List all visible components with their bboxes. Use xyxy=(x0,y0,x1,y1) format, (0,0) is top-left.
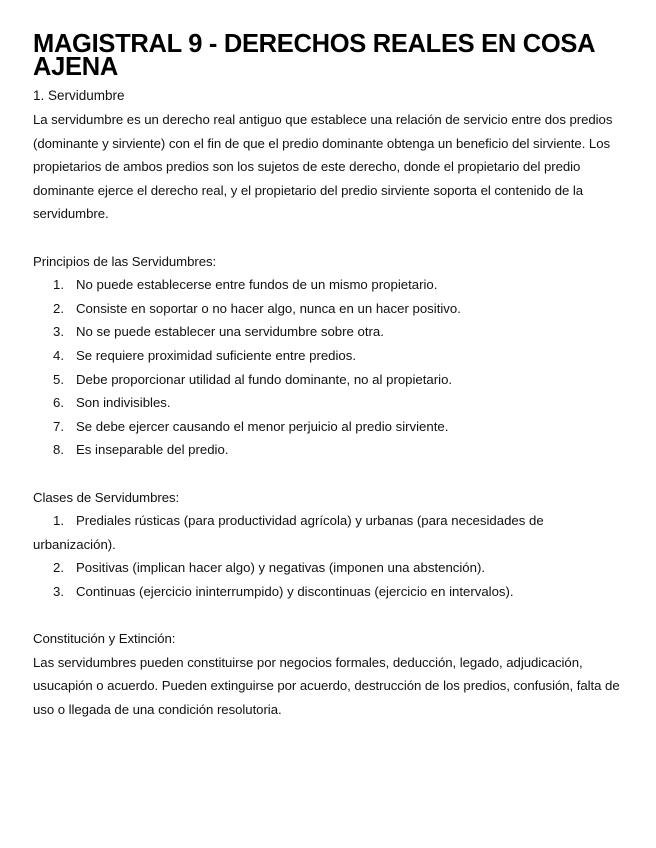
list-item xyxy=(33,297,625,321)
constitution-heading: Constitución y Extinción: xyxy=(33,631,176,647)
list-number: 1. xyxy=(53,513,64,529)
list-item-text: Es inseparable del predio. xyxy=(76,442,229,458)
list-number: 3. xyxy=(53,324,64,340)
list-number: 5. xyxy=(53,371,64,387)
spacer xyxy=(33,462,625,486)
list-item-text: No se puede establecer una servidumbre sobre otra. xyxy=(76,324,384,340)
list-item-text: No puede establecerse entre fundos de un mismo propietario. xyxy=(76,277,438,293)
principles-list xyxy=(33,273,625,462)
list-number: 1. xyxy=(53,277,64,293)
constitution-paragraph: Las servidumbres pueden constituirse por negocios formales, deducción, legado, adjudicación, usucapión o acuerdo. Pueden extinguirse por acuerdo, destrucción de los predios, confusión, falta de uso o llegada de una condición resolutoria. xyxy=(33,654,620,717)
list-number: 4. xyxy=(53,347,64,363)
list-item xyxy=(33,391,625,415)
list-number: 7. xyxy=(53,418,64,434)
list-item-text: Se requiere proximidad suficiente entre predios. xyxy=(76,347,357,363)
list-item xyxy=(33,509,625,556)
list-item-text: Se debe ejercer causando el menor perjuicio al predio sirviente. xyxy=(76,418,449,434)
list-item xyxy=(33,273,625,297)
spacer xyxy=(33,603,625,627)
list-item xyxy=(33,438,625,462)
list-item-text: Positivas (implican hacer algo) y negativas (imponen una abstención). xyxy=(76,560,486,576)
classes-list xyxy=(33,509,625,603)
document-page xyxy=(33,30,625,721)
list-item-text: Son indivisibles. xyxy=(76,395,171,411)
list-number: 2. xyxy=(53,300,64,316)
list-item xyxy=(33,368,625,392)
servidumbre-paragraph: La servidumbre es un derecho real antiguo que establece una relación de servicio entre dos predios (dominante y sirviente) con el fin de que el predio dominante obtenga un beneficio del sirviente. Los propietarios de ambos predios son los sujetos de este derecho, donde el propietario del predio dominante ejerce el derecho real, y el propietario del predio sirviente soporta el contenido de la servidumbre. xyxy=(33,112,613,222)
list-item-text: Consiste en soportar o no hacer algo, nunca en un hacer positivo. xyxy=(76,300,461,316)
section-label-servidumbre: 1. Servidumbre xyxy=(33,88,125,103)
list-number: 8. xyxy=(53,442,64,458)
list-item xyxy=(33,320,625,344)
classes-heading: Clases de Servidumbres: xyxy=(33,489,180,505)
document-title: MAGISTRAL 9 - DERECHOS REALES EN COSA AJENA xyxy=(33,30,595,81)
list-item-text: Debe proporcionar utilidad al fundo dominante, no al propietario. xyxy=(76,371,453,387)
list-item xyxy=(33,556,625,580)
spacer xyxy=(33,226,625,250)
list-item xyxy=(33,415,625,439)
list-item-text: Prediales rústicas (para productividad agrícola) y urbanas (para necesidades de urbanización). xyxy=(33,513,544,552)
principles-heading: Principios de las Servidumbres: xyxy=(33,253,217,269)
list-item xyxy=(33,344,625,368)
list-item-text: Continuas (ejercicio ininterrumpido) y discontinuas (ejercicio en intervalos). xyxy=(76,583,514,599)
list-number: 3. xyxy=(53,583,64,599)
list-number: 2. xyxy=(53,560,64,576)
list-number: 6. xyxy=(53,395,64,411)
list-item xyxy=(33,580,625,604)
